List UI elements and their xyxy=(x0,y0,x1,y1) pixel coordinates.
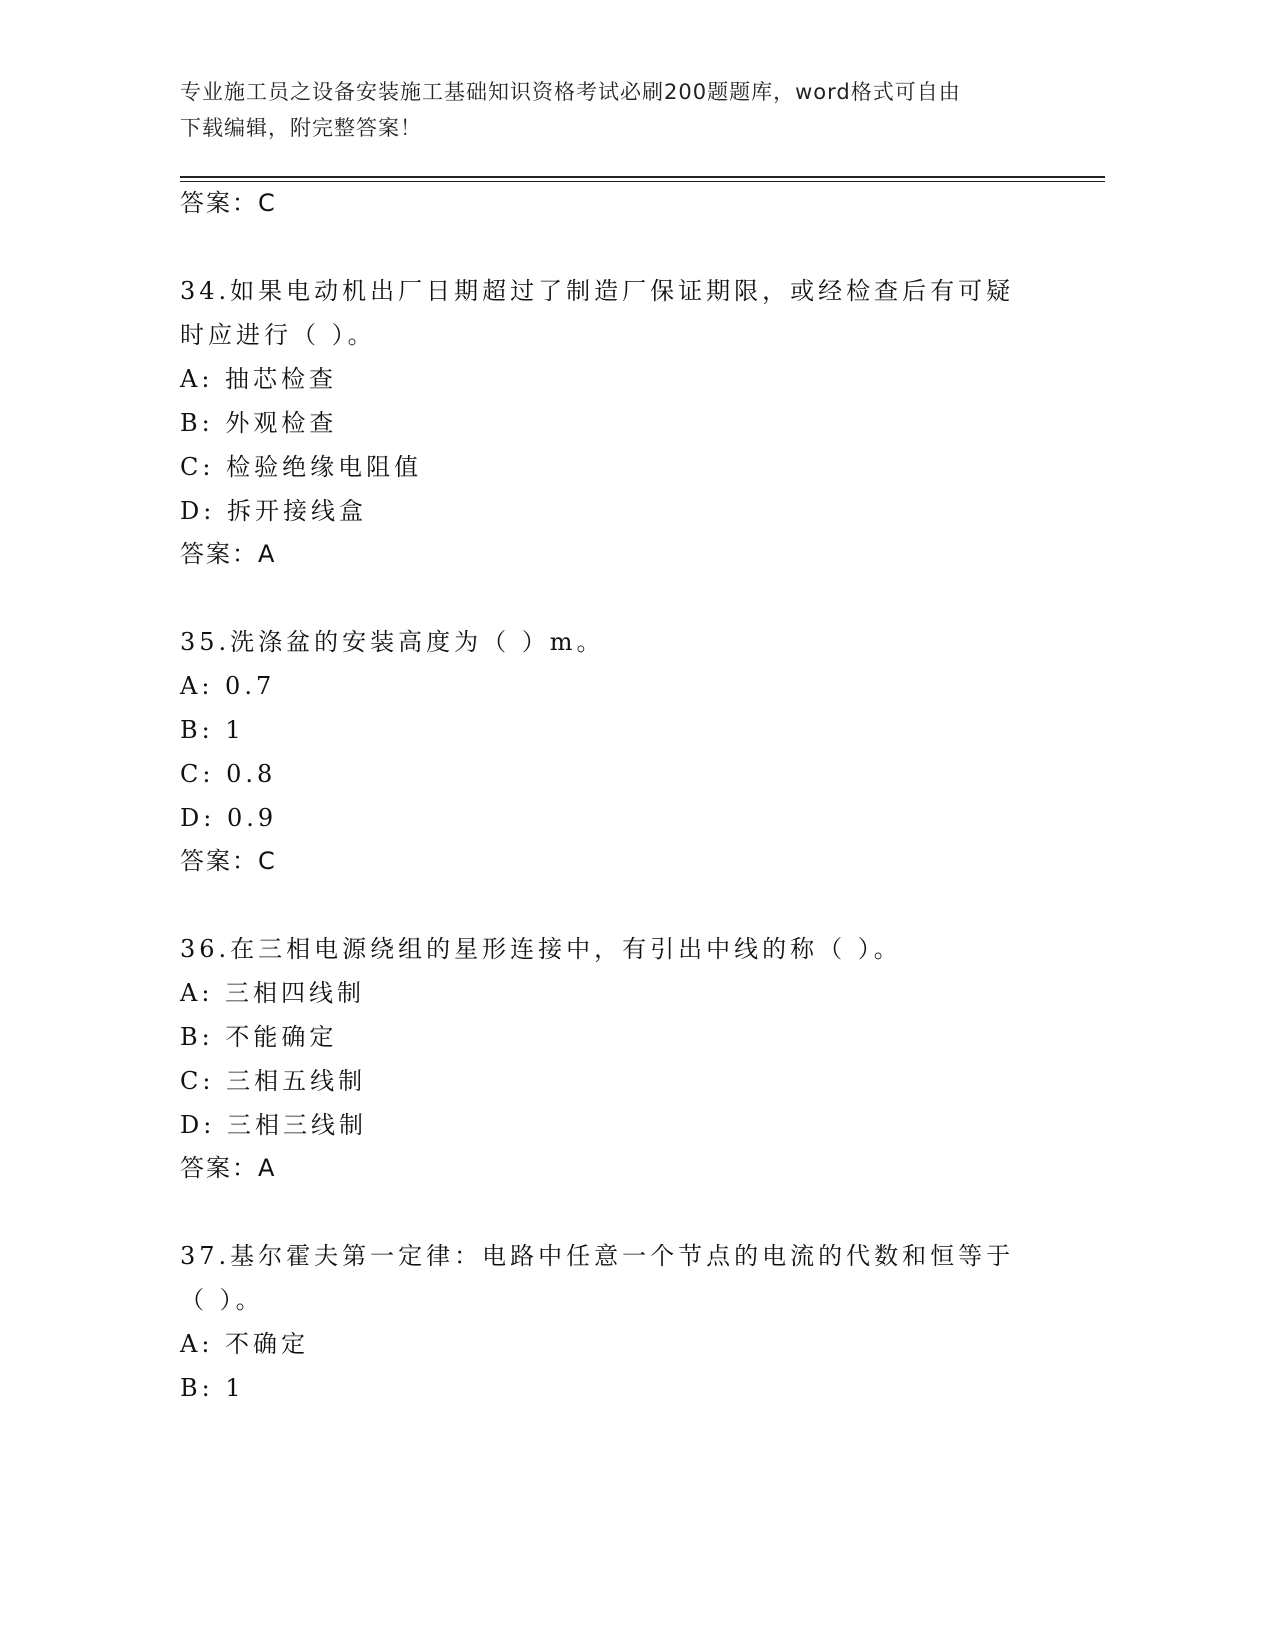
option-b: B: 1 xyxy=(180,716,245,744)
answer: 答案：C xyxy=(180,847,277,875)
question-34 xyxy=(180,269,1030,576)
option-c: C: 0.8 xyxy=(180,760,277,788)
option-a: A: 0.7 xyxy=(180,672,276,700)
question-36 xyxy=(180,927,1030,1190)
option-a: A: 三相四线制 xyxy=(180,979,366,1007)
question-stem: 35.洗涤盆的安装高度为（ ）m。 xyxy=(180,628,605,656)
header-line-1: 专业施工员之设备安装施工基础知识资格考试必刷200题题库，word格式可自由 xyxy=(180,80,961,104)
question-stem: 37.基尔霍夫第一定律：电路中任意一个节点的电流的代数和恒等于（ ）。 xyxy=(180,1242,1015,1314)
option-a: A: 抽芯检查 xyxy=(180,365,338,393)
question-stem: 36.在三相电源绕组的星形连接中，有引出中线的称（ ）。 xyxy=(180,935,902,963)
header-divider-thick xyxy=(180,176,1105,178)
document-header xyxy=(180,74,1080,146)
question-37 xyxy=(180,1234,1030,1410)
option-b: B: 外观检查 xyxy=(180,409,338,437)
spacer xyxy=(180,225,1030,269)
question-list xyxy=(180,182,1030,1410)
answer: 答案：A xyxy=(180,540,277,568)
answer: 答案：A xyxy=(180,1154,277,1182)
option-c: C: 三相五线制 xyxy=(180,1067,367,1095)
previous-answer: 答案：C xyxy=(180,189,277,217)
spacer xyxy=(180,576,1030,620)
question-stem: 34.如果电动机出厂日期超过了制造厂保证期限，或经检查后有可疑时应进行（ ）。 xyxy=(180,277,1015,349)
question-35 xyxy=(180,620,1030,883)
spacer xyxy=(180,1190,1030,1234)
option-b: B: 1 xyxy=(180,1374,245,1402)
option-d: D: 三相三线制 xyxy=(180,1111,367,1139)
spacer xyxy=(180,883,1030,927)
option-d: D: 0.9 xyxy=(180,804,278,832)
option-d: D: 拆开接线盒 xyxy=(180,497,367,525)
option-b: B: 不能确定 xyxy=(180,1023,338,1051)
option-c: C: 检验绝缘电阻值 xyxy=(180,453,423,481)
header-line-2: 下载编辑，附完整答案！ xyxy=(180,116,422,140)
option-a: A: 不确定 xyxy=(180,1330,310,1358)
